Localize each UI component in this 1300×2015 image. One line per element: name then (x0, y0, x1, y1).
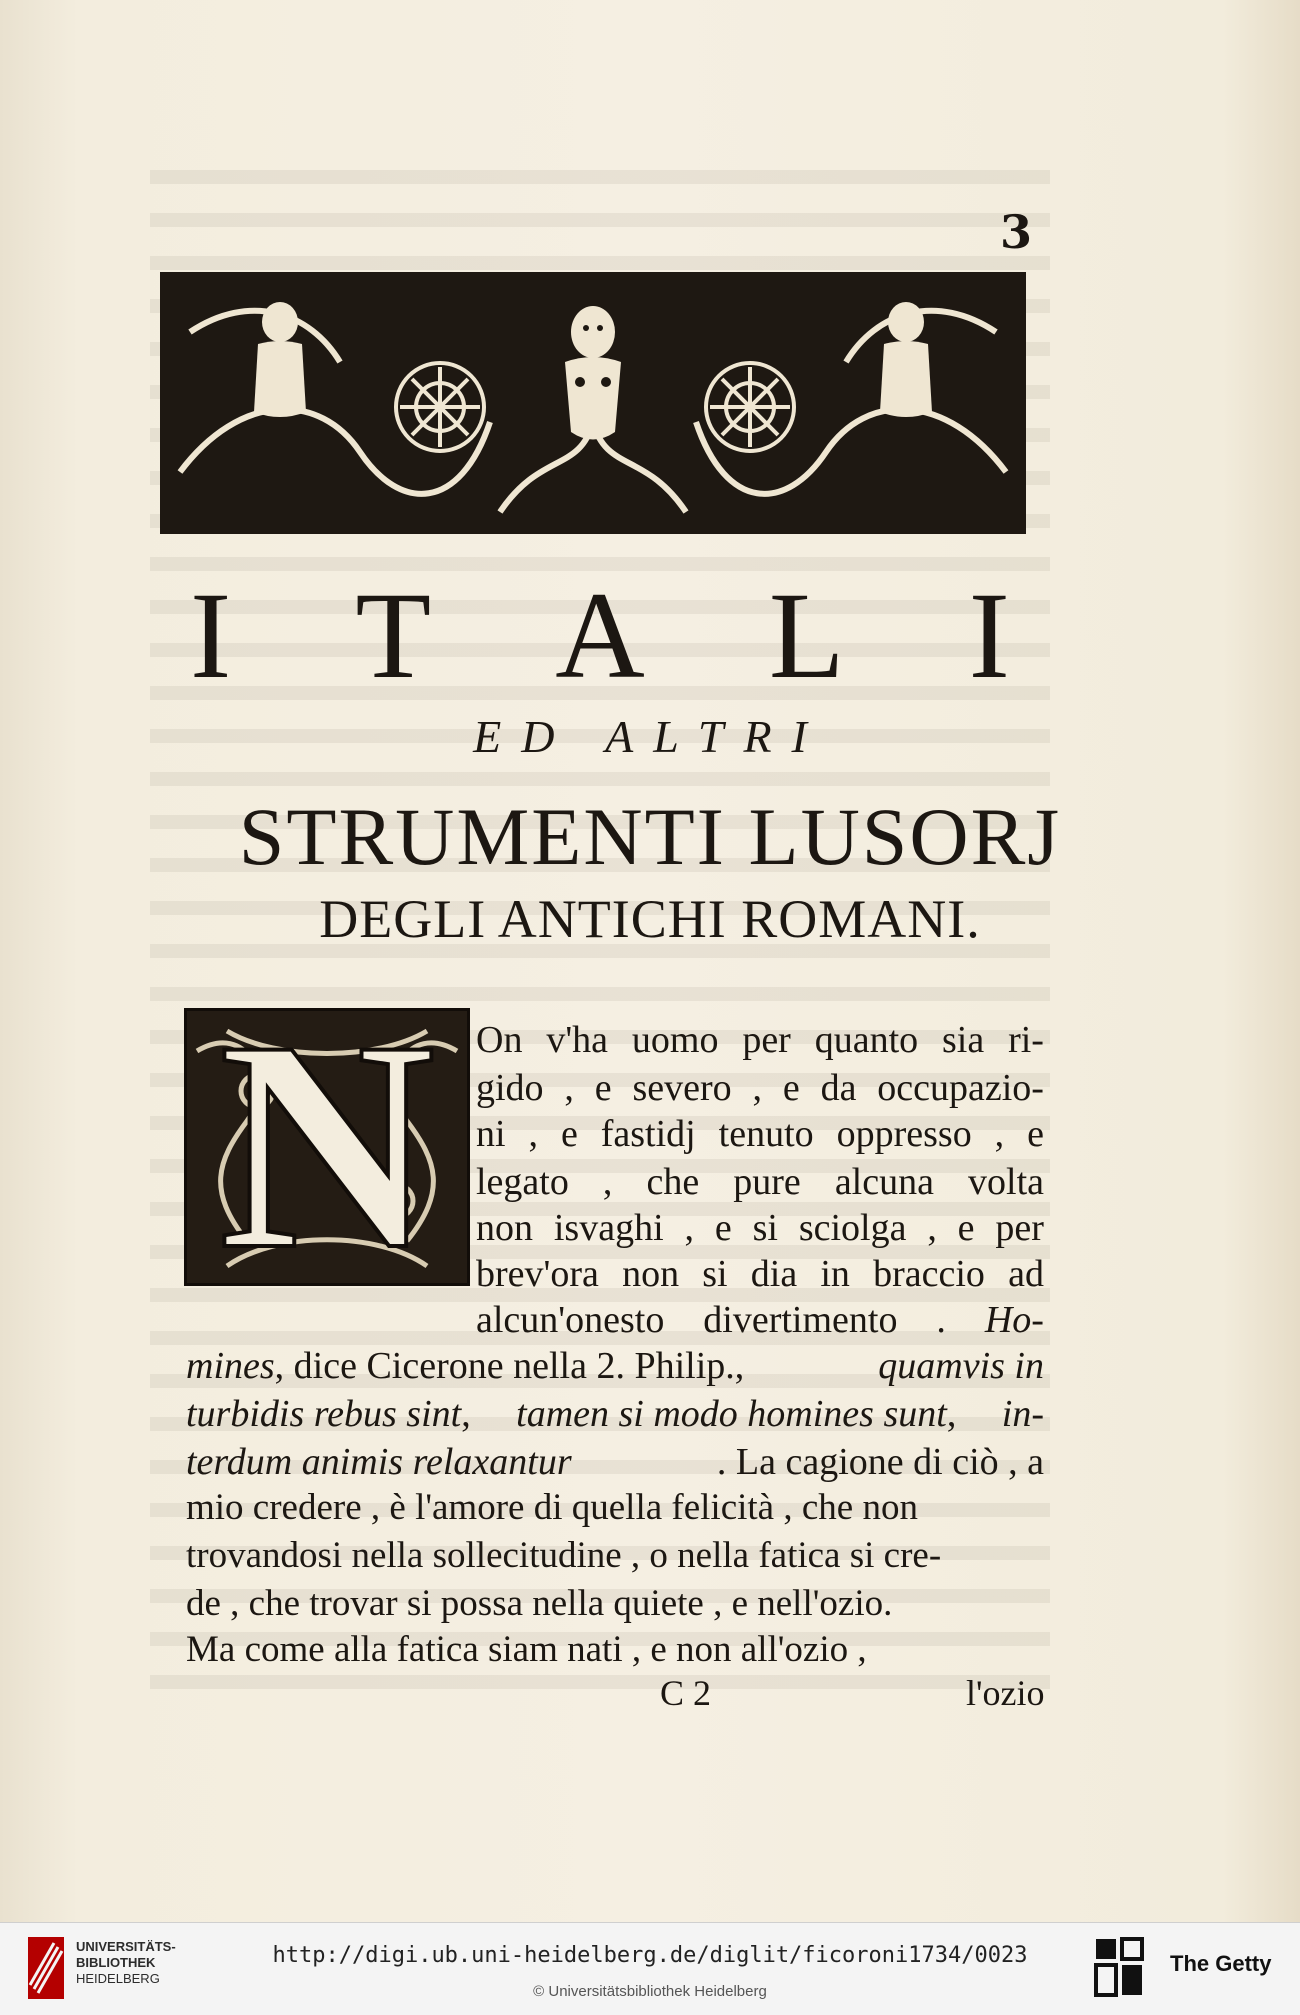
word: alcun'onesto (476, 1299, 665, 1341)
institution-line: HEIDELBERG (76, 1971, 160, 1986)
title-itali (190, 567, 1010, 704)
word: dia (750, 1253, 798, 1295)
word: brev'ora (476, 1253, 599, 1295)
word: , (927, 1207, 937, 1249)
signature-mark: C 2 (660, 1673, 712, 1713)
word-italic: Ho- (984, 1299, 1044, 1341)
word: uomo (631, 1019, 719, 1061)
word: braccio (873, 1253, 985, 1295)
italic-text: quamvis in (878, 1345, 1044, 1387)
italic-text: in- (1001, 1393, 1044, 1435)
word: che (646, 1161, 700, 1203)
word: e (560, 1113, 578, 1155)
word: isvaghi (553, 1207, 664, 1249)
word: tenuto (718, 1113, 814, 1155)
text-line (186, 1438, 1044, 1486)
page-number: 3 (1000, 205, 1033, 259)
text-line (186, 1342, 1044, 1390)
word: gido (476, 1067, 544, 1109)
partner-name: The Getty (1170, 1951, 1272, 1976)
italic-text: tamen si modo homines sunt (516, 1393, 947, 1435)
word: da (820, 1067, 857, 1109)
word: severo (632, 1067, 732, 1109)
text-line: trovandosi nella sollecitudine , o nella fatica si cre- (186, 1535, 942, 1576)
text-line (476, 1250, 1044, 1298)
word: e (714, 1207, 732, 1249)
title-letter: A (555, 567, 645, 704)
line-segment (186, 1390, 471, 1438)
word: ni (476, 1113, 506, 1155)
permalink-url[interactable]: http://digi.ub.uni-heidelberg.de/diglit/ficoroni1734/0023 (272, 1943, 1028, 1968)
word: divertimento (703, 1299, 898, 1341)
text-line: Ma come alla fatica siam nati , e non all'ozio , (186, 1629, 867, 1670)
word: quanto (814, 1019, 919, 1061)
word: fastidj (600, 1113, 696, 1155)
text-line (476, 1016, 1044, 1064)
word: non (476, 1207, 533, 1249)
roman-text: , dice Cicerone nella 2. Philip., (274, 1345, 745, 1387)
copyright-notice: © Universitätsbibliothek Heidelberg (533, 1983, 767, 2000)
dropcap-letter: N (218, 979, 436, 1311)
word: , (528, 1113, 538, 1155)
institution-line: BIBLIOTHEK (76, 1955, 156, 1970)
text-line (186, 1390, 1044, 1438)
word: alcuna (834, 1161, 934, 1203)
title-strumenti-lusorj: STRUMENTI LUSORJ (238, 791, 1062, 882)
word: si (702, 1253, 728, 1295)
roman-text: , (461, 1393, 471, 1435)
line-segment (516, 1390, 956, 1438)
ornamental-headpiece (160, 272, 1026, 534)
institution-line: UNIVERSITÄTS- (76, 1939, 176, 1954)
word: sia (942, 1019, 985, 1061)
word: e (594, 1067, 612, 1109)
word: per (995, 1207, 1044, 1249)
title-letter: T (355, 567, 432, 704)
word: sciolga (798, 1207, 907, 1249)
title-ed-altri: ED ALTRI (473, 711, 827, 762)
text-line (476, 1296, 1044, 1344)
title-letter: L (768, 567, 845, 704)
catchword: l'ozio (966, 1673, 1045, 1713)
word: oppresso (836, 1113, 972, 1155)
word: ri- (1008, 1019, 1044, 1061)
text-line (476, 1110, 1044, 1158)
word: occupazio- (877, 1067, 1044, 1109)
roman-text: . La cagione di ciò , a (716, 1441, 1044, 1483)
line-segment (186, 1342, 744, 1390)
word: e (1027, 1113, 1044, 1155)
word: si (752, 1207, 778, 1249)
italic-text: mines (186, 1345, 275, 1387)
word: , (602, 1161, 613, 1203)
word: legato (476, 1161, 569, 1203)
headpiece-ornament-icon (160, 272, 1026, 534)
word: e (782, 1067, 800, 1109)
roman-text: , (946, 1393, 957, 1435)
viewer-footer (0, 1922, 1300, 2015)
title-letter: I (190, 567, 232, 704)
word: e (957, 1207, 975, 1249)
getty-logo-icon (1094, 1937, 1146, 1999)
text-line: mio credere , è l'amore di quella felicità , che non (186, 1487, 918, 1528)
word: On (476, 1019, 523, 1061)
word: non (622, 1253, 680, 1295)
text-line (476, 1204, 1044, 1252)
word: , (752, 1067, 762, 1109)
word: , (684, 1207, 694, 1249)
text-line: de , che trovar si possa nella quiete , e nell'ozio. (186, 1583, 893, 1624)
word: . (936, 1299, 946, 1341)
text-line (476, 1064, 1044, 1112)
word: volta (968, 1161, 1044, 1203)
italic-text: terdum animis relaxantur (186, 1441, 572, 1483)
word: ad (1008, 1253, 1044, 1295)
word: , (994, 1113, 1005, 1155)
italic-text: turbidis rebus sint (186, 1393, 462, 1435)
word: v'ha (546, 1019, 609, 1061)
title-degli-antichi-romani: DEGLI ANTICHI ROMANI. (319, 889, 981, 949)
word: in (820, 1253, 850, 1295)
word: , (564, 1067, 574, 1109)
ornamental-initial (184, 979, 470, 1311)
text-line (476, 1158, 1044, 1206)
word: per (742, 1019, 791, 1061)
word: pure (733, 1161, 801, 1203)
title-letter: I (968, 567, 1010, 704)
